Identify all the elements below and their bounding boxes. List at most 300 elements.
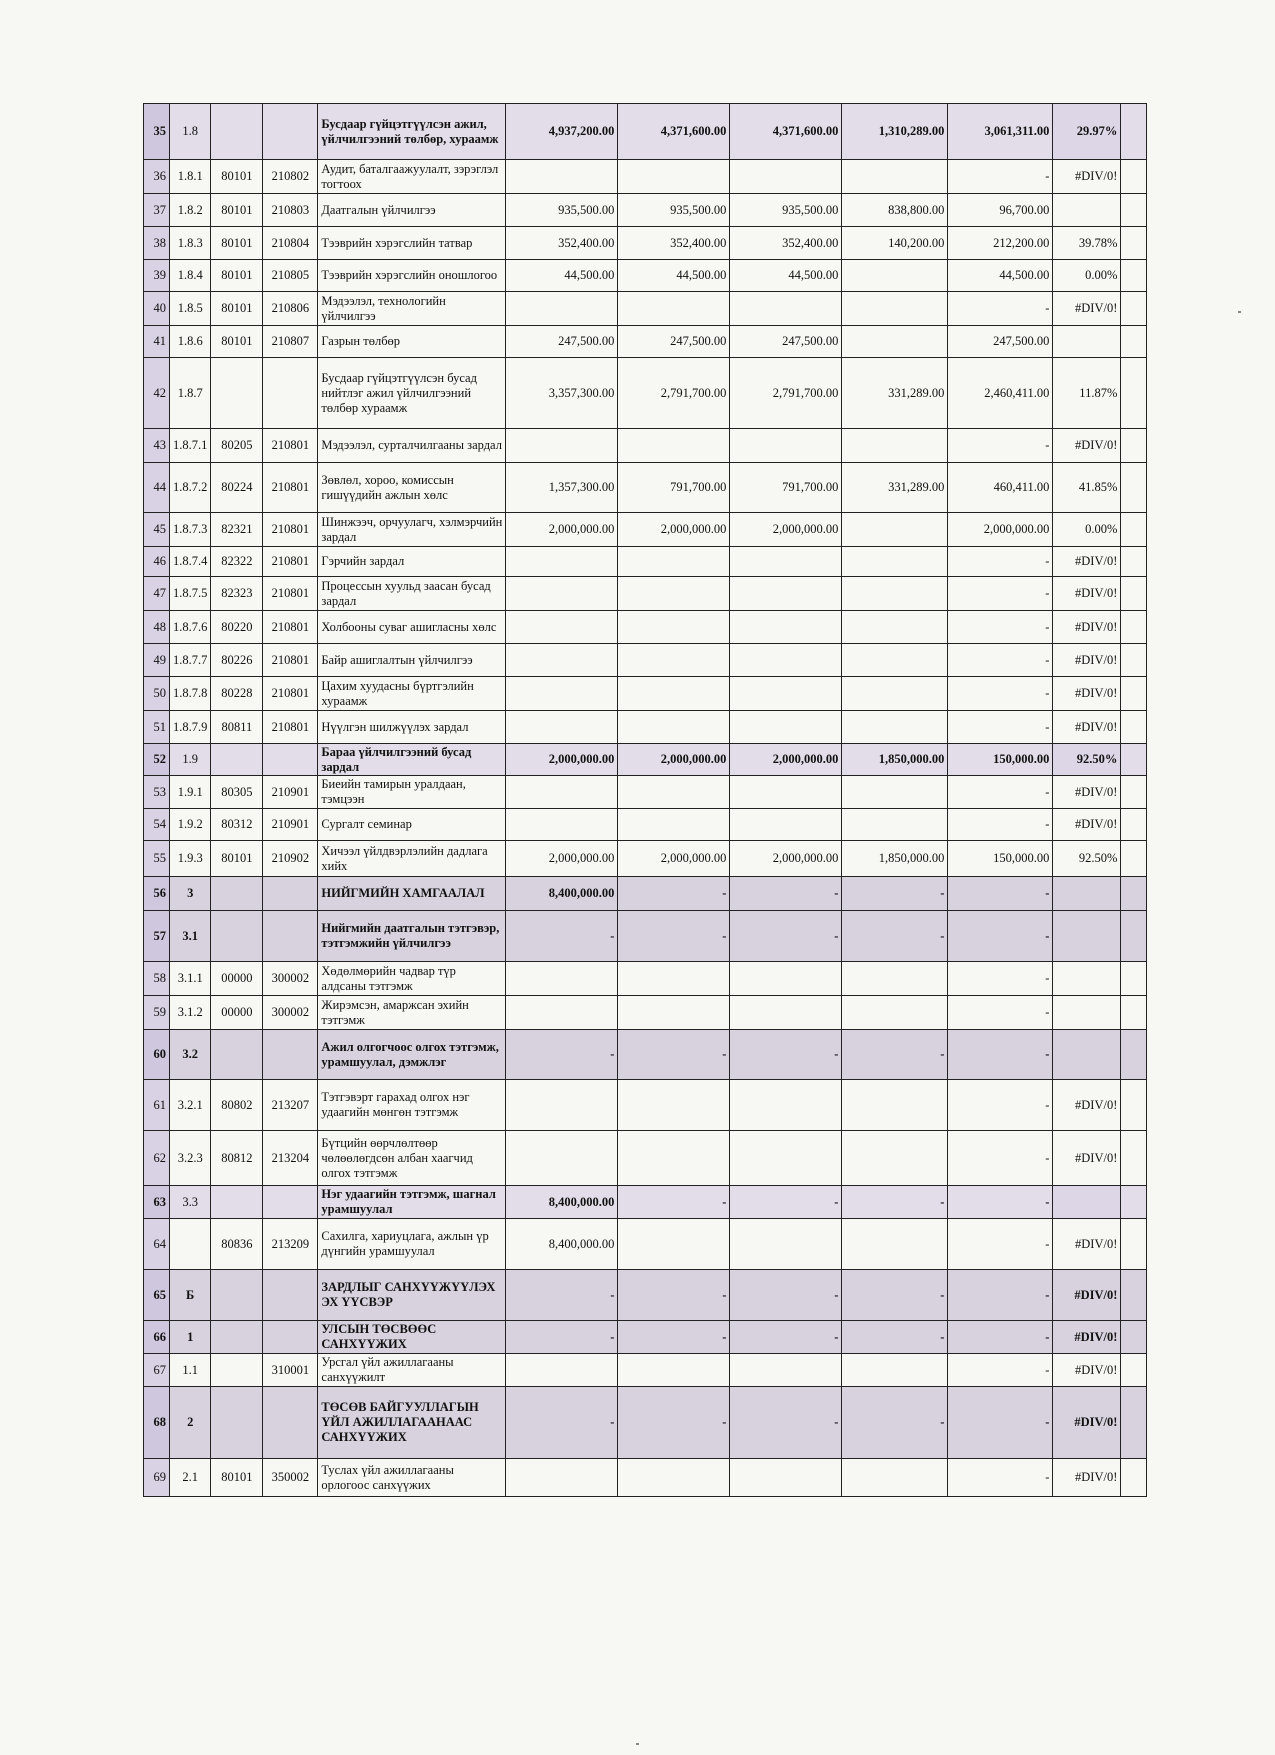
percent-cell: #DIV/0! xyxy=(1053,292,1121,326)
amount-cell xyxy=(618,962,730,996)
empty-cell xyxy=(1121,513,1147,547)
amount-cell xyxy=(506,1459,618,1497)
amount-cell: 2,000,000.00 xyxy=(730,513,842,547)
table-row xyxy=(144,429,1147,463)
item-name: Мэдээлэл, технологийн үйлчилгээ xyxy=(318,292,506,326)
amount-cell xyxy=(730,1131,842,1186)
economic-code: 80305 xyxy=(211,776,263,809)
amount-cell xyxy=(506,1080,618,1131)
item-code: 1.8.7.8 xyxy=(170,677,211,711)
item-code: 3.2 xyxy=(170,1030,211,1080)
account-code: 300002 xyxy=(263,962,318,996)
amount-cell xyxy=(730,547,842,577)
account-code xyxy=(263,1321,318,1354)
amount-cell xyxy=(506,644,618,677)
amount-cell xyxy=(842,160,948,194)
empty-cell xyxy=(1121,611,1147,644)
account-code: 210805 xyxy=(263,260,318,292)
account-code: 210801 xyxy=(263,429,318,463)
item-code: 3.1.1 xyxy=(170,962,211,996)
account-code: 210807 xyxy=(263,326,318,358)
table-row xyxy=(144,611,1147,644)
amount-cell xyxy=(506,776,618,809)
amount-cell: - xyxy=(948,996,1053,1030)
amount-cell xyxy=(730,962,842,996)
account-code xyxy=(263,104,318,160)
economic-code: 82321 xyxy=(211,513,263,547)
economic-code: 80811 xyxy=(211,711,263,744)
amount-cell: 352,400.00 xyxy=(618,227,730,260)
amount-cell xyxy=(618,1080,730,1131)
item-code: 3.1.2 xyxy=(170,996,211,1030)
item-code: 1.1 xyxy=(170,1354,211,1387)
item-code: 1.8.1 xyxy=(170,160,211,194)
economic-code xyxy=(211,1030,263,1080)
amount-cell: 838,800.00 xyxy=(842,194,948,227)
item-code: 1.8.7.5 xyxy=(170,577,211,611)
table-row xyxy=(144,877,1147,911)
empty-cell xyxy=(1121,104,1147,160)
item-name: Шинжээч, орчуулагч, хэлмэрчийн зардал xyxy=(318,513,506,547)
account-code xyxy=(263,1030,318,1080)
item-code: 1.8.7.6 xyxy=(170,611,211,644)
amount-cell xyxy=(618,1459,730,1497)
economic-code xyxy=(211,911,263,962)
economic-code xyxy=(211,877,263,911)
empty-cell xyxy=(1121,1030,1147,1080)
economic-code: 80224 xyxy=(211,463,263,513)
table-row xyxy=(144,358,1147,429)
item-name: Нийгмийн даатгалын тэтгэвэр, тэтгэмжийн үйлчилгээ xyxy=(318,911,506,962)
item-name: Нүүлгэн шилжүүлэх зардал xyxy=(318,711,506,744)
row-number: 55 xyxy=(144,841,170,877)
item-name: Урсгал үйл ажиллагааны санхүүжилт xyxy=(318,1354,506,1387)
amount-cell: - xyxy=(730,1321,842,1354)
amount-cell: 2,000,000.00 xyxy=(618,513,730,547)
amount-cell: 1,357,300.00 xyxy=(506,463,618,513)
amount-cell: 150,000.00 xyxy=(948,744,1053,776)
amount-cell xyxy=(842,996,948,1030)
amount-cell: - xyxy=(948,160,1053,194)
row-number: 58 xyxy=(144,962,170,996)
amount-cell xyxy=(842,1354,948,1387)
amount-cell: - xyxy=(948,644,1053,677)
amount-cell: - xyxy=(948,911,1053,962)
amount-cell xyxy=(730,292,842,326)
table-row xyxy=(144,227,1147,260)
amount-cell: 2,000,000.00 xyxy=(730,841,842,877)
amount-cell: - xyxy=(948,962,1053,996)
table-row xyxy=(144,962,1147,996)
amount-cell xyxy=(730,429,842,463)
amount-cell xyxy=(618,644,730,677)
economic-code: 82322 xyxy=(211,547,263,577)
amount-cell: - xyxy=(948,547,1053,577)
row-number: 40 xyxy=(144,292,170,326)
account-code: 210803 xyxy=(263,194,318,227)
percent-cell: 41.85% xyxy=(1053,463,1121,513)
amount-cell: 1,850,000.00 xyxy=(842,841,948,877)
economic-code: 80101 xyxy=(211,1459,263,1497)
amount-cell: 2,791,700.00 xyxy=(730,358,842,429)
table-row xyxy=(144,1186,1147,1219)
percent-cell xyxy=(1053,1030,1121,1080)
economic-code: 80312 xyxy=(211,809,263,841)
item-name: Мэдээлэл, сурталчилгааны зардал xyxy=(318,429,506,463)
item-code: 1.8.7.2 xyxy=(170,463,211,513)
percent-cell: 39.78% xyxy=(1053,227,1121,260)
account-code xyxy=(263,744,318,776)
row-number: 45 xyxy=(144,513,170,547)
item-code: 2.1 xyxy=(170,1459,211,1497)
amount-cell: - xyxy=(948,1186,1053,1219)
amount-cell: 247,500.00 xyxy=(506,326,618,358)
amount-cell: 460,411.00 xyxy=(948,463,1053,513)
row-number: 48 xyxy=(144,611,170,644)
amount-cell: 791,700.00 xyxy=(730,463,842,513)
amount-cell: 331,289.00 xyxy=(842,463,948,513)
amount-cell xyxy=(618,1354,730,1387)
amount-cell: - xyxy=(948,577,1053,611)
row-number: 66 xyxy=(144,1321,170,1354)
empty-cell xyxy=(1121,260,1147,292)
amount-cell xyxy=(618,611,730,644)
account-code: 210801 xyxy=(263,611,318,644)
item-code: 1.8.2 xyxy=(170,194,211,227)
amount-cell: - xyxy=(842,1270,948,1321)
amount-cell: - xyxy=(842,1030,948,1080)
percent-cell: 29.97% xyxy=(1053,104,1121,160)
item-name: ЗАРДЛЫГ САНХҮҮЖҮҮЛЭХ ЭХ ҮҮСВЭР xyxy=(318,1270,506,1321)
table-row xyxy=(144,1387,1147,1459)
table-row xyxy=(144,1354,1147,1387)
percent-cell: #DIV/0! xyxy=(1053,611,1121,644)
amount-cell xyxy=(506,809,618,841)
amount-cell: 2,791,700.00 xyxy=(618,358,730,429)
economic-code: 00000 xyxy=(211,962,263,996)
item-code: 1.9.1 xyxy=(170,776,211,809)
empty-cell xyxy=(1121,841,1147,877)
percent-cell: #DIV/0! xyxy=(1053,809,1121,841)
amount-cell: 352,400.00 xyxy=(506,227,618,260)
item-name: Гэрчийн зардал xyxy=(318,547,506,577)
amount-cell: - xyxy=(842,1321,948,1354)
row-number: 47 xyxy=(144,577,170,611)
empty-cell xyxy=(1121,809,1147,841)
amount-cell: 2,000,000.00 xyxy=(506,841,618,877)
item-name: Сахилга, хариуцлага, ажлын үр дүнгийн урамшуулал xyxy=(318,1219,506,1270)
item-code: 1.8.7 xyxy=(170,358,211,429)
account-code: 300002 xyxy=(263,996,318,1030)
item-name: Холбооны суваг ашигласны хөлс xyxy=(318,611,506,644)
percent-cell: #DIV/0! xyxy=(1053,577,1121,611)
amount-cell: - xyxy=(948,1080,1053,1131)
account-code: 310001 xyxy=(263,1354,318,1387)
economic-code xyxy=(211,744,263,776)
amount-cell: - xyxy=(948,292,1053,326)
economic-code: 80101 xyxy=(211,292,263,326)
amount-cell: - xyxy=(506,1387,618,1459)
item-code: 1.9 xyxy=(170,744,211,776)
percent-cell xyxy=(1053,194,1121,227)
empty-cell xyxy=(1121,1354,1147,1387)
empty-cell xyxy=(1121,227,1147,260)
table-row xyxy=(144,1080,1147,1131)
percent-cell: #DIV/0! xyxy=(1053,677,1121,711)
economic-code xyxy=(211,1354,263,1387)
amount-cell xyxy=(506,160,618,194)
row-number: 59 xyxy=(144,996,170,1030)
economic-code xyxy=(211,358,263,429)
item-code: 1.8.7.3 xyxy=(170,513,211,547)
amount-cell xyxy=(730,644,842,677)
table-row xyxy=(144,809,1147,841)
economic-code xyxy=(211,1387,263,1459)
row-number: 52 xyxy=(144,744,170,776)
economic-code: 82323 xyxy=(211,577,263,611)
item-name: Цахим хуудасны бүртгэлийн хураамж xyxy=(318,677,506,711)
percent-cell: #DIV/0! xyxy=(1053,1387,1121,1459)
table-body xyxy=(144,104,1147,1497)
empty-cell xyxy=(1121,962,1147,996)
economic-code: 80101 xyxy=(211,194,263,227)
amount-cell: 2,000,000.00 xyxy=(730,744,842,776)
account-code: 210801 xyxy=(263,547,318,577)
amount-cell: - xyxy=(730,1270,842,1321)
amount-cell xyxy=(842,577,948,611)
item-name: Даатгалын үйлчилгээ xyxy=(318,194,506,227)
amount-cell: 247,500.00 xyxy=(948,326,1053,358)
amount-cell: - xyxy=(618,1387,730,1459)
empty-cell xyxy=(1121,1387,1147,1459)
table-row xyxy=(144,644,1147,677)
item-name: Сургалт семинар xyxy=(318,809,506,841)
amount-cell xyxy=(506,996,618,1030)
amount-cell: - xyxy=(618,877,730,911)
amount-cell xyxy=(842,429,948,463)
row-number: 44 xyxy=(144,463,170,513)
table-row xyxy=(144,547,1147,577)
economic-code xyxy=(211,104,263,160)
row-number: 60 xyxy=(144,1030,170,1080)
budget-table xyxy=(143,103,1147,1497)
amount-cell: - xyxy=(842,1186,948,1219)
item-code: 1.9.2 xyxy=(170,809,211,841)
economic-code xyxy=(211,1186,263,1219)
table-row xyxy=(144,1219,1147,1270)
amount-cell xyxy=(506,577,618,611)
empty-cell xyxy=(1121,1459,1147,1497)
item-name: Байр ашиглалтын үйлчилгээ xyxy=(318,644,506,677)
percent-cell: #DIV/0! xyxy=(1053,1354,1121,1387)
account-code xyxy=(263,1387,318,1459)
amount-cell: 4,937,200.00 xyxy=(506,104,618,160)
amount-cell xyxy=(618,776,730,809)
empty-cell xyxy=(1121,1186,1147,1219)
amount-cell xyxy=(730,1080,842,1131)
amount-cell: - xyxy=(506,1270,618,1321)
amount-cell: 44,500.00 xyxy=(506,260,618,292)
amount-cell xyxy=(506,611,618,644)
amount-cell xyxy=(842,326,948,358)
percent-cell: #DIV/0! xyxy=(1053,1131,1121,1186)
amount-cell xyxy=(730,996,842,1030)
amount-cell xyxy=(618,711,730,744)
account-code: 210801 xyxy=(263,577,318,611)
table-row xyxy=(144,711,1147,744)
amount-cell: - xyxy=(618,1030,730,1080)
amount-cell xyxy=(730,1219,842,1270)
amount-cell: 4,371,600.00 xyxy=(618,104,730,160)
item-code: 3.1 xyxy=(170,911,211,962)
amount-cell: - xyxy=(730,911,842,962)
amount-cell: 2,000,000.00 xyxy=(506,513,618,547)
economic-code: 80101 xyxy=(211,260,263,292)
row-number: 38 xyxy=(144,227,170,260)
amount-cell xyxy=(506,547,618,577)
amount-cell: - xyxy=(948,776,1053,809)
percent-cell: 0.00% xyxy=(1053,260,1121,292)
row-number: 36 xyxy=(144,160,170,194)
amount-cell xyxy=(730,776,842,809)
table-row xyxy=(144,1459,1147,1497)
empty-cell xyxy=(1121,292,1147,326)
row-number: 61 xyxy=(144,1080,170,1131)
item-name: Бараа үйлчилгээний бусад зардал xyxy=(318,744,506,776)
table-row xyxy=(144,104,1147,160)
amount-cell: 331,289.00 xyxy=(842,358,948,429)
empty-cell xyxy=(1121,463,1147,513)
empty-cell xyxy=(1121,1080,1147,1131)
account-code: 213204 xyxy=(263,1131,318,1186)
account-code: 210902 xyxy=(263,841,318,877)
account-code: 210801 xyxy=(263,711,318,744)
amount-cell xyxy=(618,1131,730,1186)
table-row xyxy=(144,744,1147,776)
economic-code xyxy=(211,1321,263,1354)
amount-cell xyxy=(730,1459,842,1497)
percent-cell: 92.50% xyxy=(1053,841,1121,877)
amount-cell: - xyxy=(948,1321,1053,1354)
amount-cell: - xyxy=(948,1131,1053,1186)
percent-cell: #DIV/0! xyxy=(1053,1459,1121,1497)
empty-cell xyxy=(1121,776,1147,809)
amount-cell xyxy=(618,1219,730,1270)
row-number: 37 xyxy=(144,194,170,227)
amount-cell: 3,357,300.00 xyxy=(506,358,618,429)
amount-cell: - xyxy=(506,911,618,962)
item-name: Газрын төлбөр xyxy=(318,326,506,358)
item-name: Бүтцийн өөрчлөлтөөр чөлөөлөгдсөн албан хаагчид олгох тэтгэмж xyxy=(318,1131,506,1186)
amount-cell: - xyxy=(948,877,1053,911)
amount-cell: - xyxy=(842,911,948,962)
amount-cell: - xyxy=(618,1186,730,1219)
table-row xyxy=(144,260,1147,292)
item-name: Жирэмсэн, амаржсан эхийн тэтгэмж xyxy=(318,996,506,1030)
row-number: 53 xyxy=(144,776,170,809)
empty-cell xyxy=(1121,677,1147,711)
amount-cell: - xyxy=(948,1459,1053,1497)
account-code: 210801 xyxy=(263,644,318,677)
empty-cell xyxy=(1121,644,1147,677)
empty-cell xyxy=(1121,1131,1147,1186)
amount-cell: - xyxy=(618,1321,730,1354)
table-row xyxy=(144,1030,1147,1080)
table-row xyxy=(144,326,1147,358)
economic-code: 80802 xyxy=(211,1080,263,1131)
row-number: 50 xyxy=(144,677,170,711)
amount-cell xyxy=(618,429,730,463)
amount-cell xyxy=(842,292,948,326)
account-code: 213207 xyxy=(263,1080,318,1131)
amount-cell xyxy=(842,809,948,841)
percent-cell: #DIV/0! xyxy=(1053,547,1121,577)
amount-cell: - xyxy=(948,711,1053,744)
amount-cell: 935,500.00 xyxy=(730,194,842,227)
row-number: 65 xyxy=(144,1270,170,1321)
percent-cell: #DIV/0! xyxy=(1053,1080,1121,1131)
amount-cell xyxy=(842,611,948,644)
amount-cell xyxy=(842,644,948,677)
table-row xyxy=(144,776,1147,809)
item-name: Зөвлөл, хороо, комиссын гишүүдийн ажлын хөлс xyxy=(318,463,506,513)
row-number: 51 xyxy=(144,711,170,744)
economic-code: 00000 xyxy=(211,996,263,1030)
amount-cell xyxy=(618,577,730,611)
account-code xyxy=(263,358,318,429)
table-row xyxy=(144,1321,1147,1354)
scan-mark xyxy=(636,1743,639,1745)
amount-cell: 791,700.00 xyxy=(618,463,730,513)
amount-cell xyxy=(730,677,842,711)
empty-cell xyxy=(1121,1321,1147,1354)
row-number: 42 xyxy=(144,358,170,429)
amount-cell: 1,850,000.00 xyxy=(842,744,948,776)
amount-cell: - xyxy=(948,677,1053,711)
item-code: 3 xyxy=(170,877,211,911)
amount-cell: - xyxy=(618,911,730,962)
percent-cell: #DIV/0! xyxy=(1053,1321,1121,1354)
empty-cell xyxy=(1121,547,1147,577)
table-row xyxy=(144,577,1147,611)
table-row xyxy=(144,911,1147,962)
item-code: 3.3 xyxy=(170,1186,211,1219)
account-code: 213209 xyxy=(263,1219,318,1270)
amount-cell: - xyxy=(730,877,842,911)
row-number: 67 xyxy=(144,1354,170,1387)
amount-cell: - xyxy=(948,611,1053,644)
table-row xyxy=(144,1131,1147,1186)
row-number: 69 xyxy=(144,1459,170,1497)
amount-cell: 935,500.00 xyxy=(506,194,618,227)
percent-cell: #DIV/0! xyxy=(1053,711,1121,744)
percent-cell: #DIV/0! xyxy=(1053,160,1121,194)
percent-cell: 0.00% xyxy=(1053,513,1121,547)
empty-cell xyxy=(1121,911,1147,962)
item-code xyxy=(170,1219,211,1270)
account-code xyxy=(263,1270,318,1321)
amount-cell: - xyxy=(730,1030,842,1080)
amount-cell: - xyxy=(948,809,1053,841)
item-code: 1.8.7.9 xyxy=(170,711,211,744)
amount-cell xyxy=(842,1459,948,1497)
item-name: НИЙГМИЙН ХАМГААЛАЛ xyxy=(318,877,506,911)
amount-cell: - xyxy=(842,877,948,911)
account-code: 210801 xyxy=(263,677,318,711)
account-code xyxy=(263,1186,318,1219)
economic-code: 80228 xyxy=(211,677,263,711)
row-number: 41 xyxy=(144,326,170,358)
